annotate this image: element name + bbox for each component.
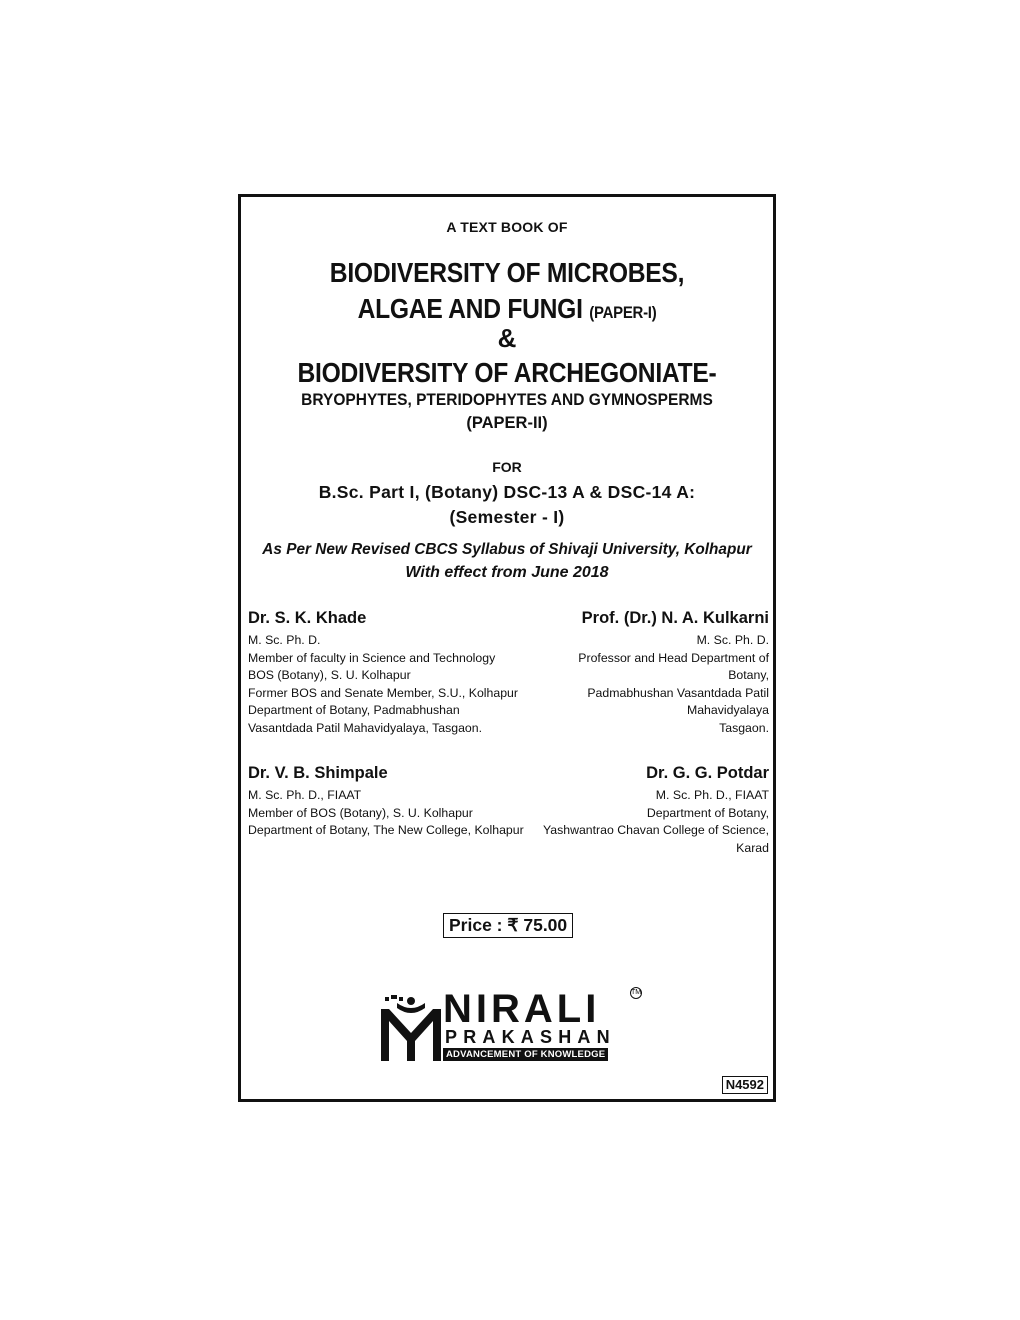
author-shimpale xyxy=(248,763,524,840)
author-line: M. Sc. Ph. D., FIAAT xyxy=(248,788,362,802)
author-line: Padmabhushan Vasantdada Patil xyxy=(587,685,769,700)
ampersand: & xyxy=(497,323,517,353)
author-line: Yashwantrao Chavan College of Science, xyxy=(542,823,769,838)
author-line: Former BOS and Senate Member, S.U., Kolhapur xyxy=(248,685,518,700)
author-potdar xyxy=(543,763,769,857)
author-kulkarni xyxy=(578,608,769,738)
trademark-mark: TM xyxy=(630,987,642,999)
kicker: A TEXT BOOK OF xyxy=(446,219,568,235)
author-khade xyxy=(248,608,518,738)
author-line: Vasantdada Patil Mahavidyalaya, Tasgaon. xyxy=(248,720,483,735)
paper-1-label: (PAPER-I) xyxy=(589,303,657,322)
author-line: BOS (Botany), S. U. Kolhapur xyxy=(248,668,411,683)
author-line: Member of faculty in Science and Technology xyxy=(248,650,496,665)
effect-line: With effect from June 2018 xyxy=(405,564,609,581)
price-box: Price : ₹ 75.00 xyxy=(443,913,573,938)
book-person-logo-icon xyxy=(377,991,445,1063)
author-line: Member of BOS (Botany), S. U. Kolhapur xyxy=(248,805,473,820)
semester-line: (Semester - I) xyxy=(449,507,565,527)
cover-frame xyxy=(238,194,776,1102)
author-line: Department of Botany, xyxy=(646,805,769,820)
course-line: B.Sc. Part I, (Botany) DSC-13 A & DSC-14 A: xyxy=(318,482,696,502)
author-line: M. Sc. Ph. D. xyxy=(248,633,321,647)
publisher-sub: PRAKASHAN xyxy=(445,1027,616,1047)
author-line: Department of Botany, The New College, Kolhapur xyxy=(248,823,524,838)
author-line: Karad xyxy=(736,840,769,855)
for-label: FOR xyxy=(492,459,522,475)
author-name: Dr. G. G. Potdar xyxy=(646,764,769,782)
author-line: Tasgaon. xyxy=(719,720,769,735)
title-line-3: BIODIVERSITY OF ARCHEGONIATE- xyxy=(297,357,717,388)
book-code: N4592 xyxy=(722,1076,768,1094)
author-name: Prof. (Dr.) N. A. Kulkarni xyxy=(581,609,769,627)
title-line-2-text: ALGAE AND FUNGI xyxy=(357,293,583,324)
publisher-tagline: ADVANCEMENT OF KNOWLEDGE xyxy=(443,1048,608,1061)
author-line: M. Sc. Ph. D. xyxy=(696,633,769,647)
publisher-logo xyxy=(377,987,647,1067)
syllabus-line: As Per New Revised CBCS Syllabus of Shivaji University, Kolhapur xyxy=(262,541,752,558)
subtitle-line-1: BRYOPHYTES, PTERIDOPHYTES AND GYMNOSPERMS xyxy=(301,391,713,409)
author-name: Dr. S. K. Khade xyxy=(248,609,367,627)
title-line-2 xyxy=(273,293,741,325)
author-line: Department of Botany, Padmabhushan xyxy=(248,703,460,718)
author-line: Professor and Head Department of xyxy=(578,650,769,665)
title-line-1: BIODIVERSITY OF MICROBES, xyxy=(329,257,685,288)
author-name: Dr. V. B. Shimpale xyxy=(248,764,388,782)
author-line: M. Sc. Ph. D., FIAAT xyxy=(655,788,769,802)
publisher-name: NIRALI xyxy=(443,987,601,1031)
author-line: Mahavidyalaya xyxy=(686,703,769,718)
subtitle-line-2: (PAPER-II) xyxy=(466,414,548,432)
author-line: Botany, xyxy=(728,668,769,683)
